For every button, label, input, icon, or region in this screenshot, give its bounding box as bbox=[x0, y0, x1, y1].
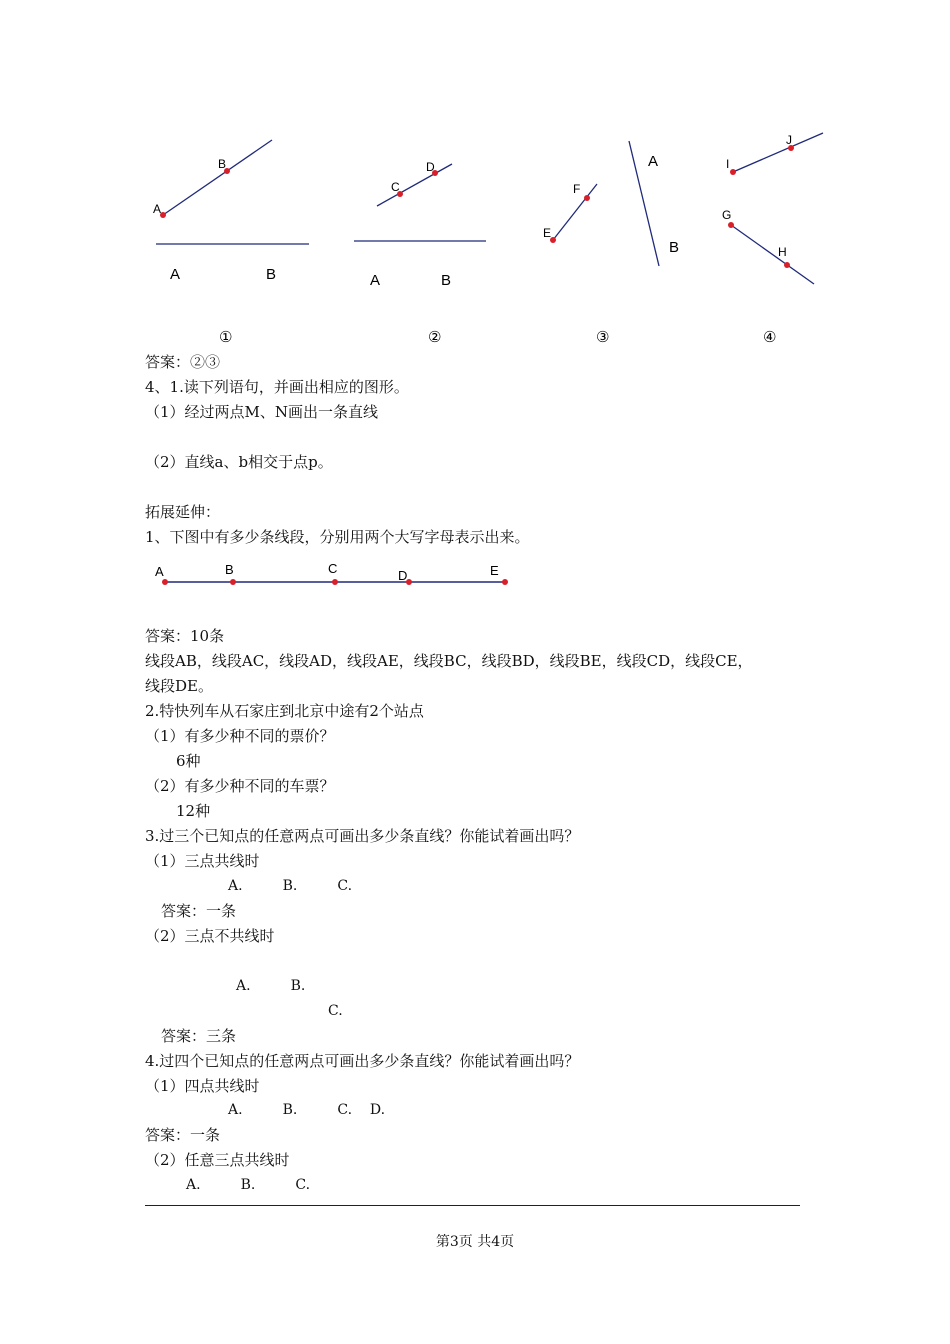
fig3-label-line-a: A bbox=[648, 153, 659, 170]
fig4-label-i: I bbox=[726, 157, 730, 171]
fig1-seg-right: B bbox=[266, 266, 277, 283]
ext3-part1-answer: 答案：一条 bbox=[161, 902, 237, 920]
ext2-part2-answer: 12种 bbox=[176, 802, 211, 820]
ext3-part2: （2）三点不共线时 bbox=[145, 927, 275, 945]
fig4-ray-ij bbox=[733, 133, 823, 172]
fig4-label-j: J bbox=[786, 133, 792, 147]
ext4-part1: （1）四点共线时 bbox=[145, 1077, 260, 1095]
ext4-part1-answer: 答案：一条 bbox=[145, 1126, 221, 1144]
fig1-seg-left: A bbox=[170, 266, 181, 283]
q4-part1: （1）经过两点M、N画出一条直线 bbox=[145, 403, 379, 421]
fig4-label-h: H bbox=[778, 245, 787, 259]
segment-point-b bbox=[230, 579, 236, 585]
fig1-label-a: A bbox=[153, 202, 162, 216]
segment-label-a: A bbox=[155, 564, 164, 579]
fig3-caption: ③ bbox=[596, 329, 610, 346]
fig4-point-i bbox=[730, 169, 736, 175]
fig1-caption: ① bbox=[219, 329, 233, 346]
ext3-part2-points-row2: C. bbox=[328, 1003, 343, 1019]
ext3-part2-points-row1: A. B. bbox=[236, 978, 306, 994]
ext4-part2-points: A. B. C. bbox=[186, 1177, 311, 1193]
segment-label-c: C bbox=[328, 561, 338, 576]
ext1-question: 1、下图中有多少条线段，分别用两个大写字母表示出来。 bbox=[145, 528, 530, 546]
ext3-part1: （1）三点共线时 bbox=[145, 852, 260, 870]
segment-point-a bbox=[162, 579, 168, 585]
fig2-label-c: C bbox=[391, 180, 400, 194]
ext4-part1-points: A. B. C. D. bbox=[228, 1102, 386, 1118]
segment-label-b: B bbox=[225, 562, 234, 577]
ext2-part1-answer: 6种 bbox=[176, 752, 201, 770]
top-figures bbox=[0, 0, 950, 360]
fig3-point-f bbox=[584, 195, 590, 201]
ext3-question: 3.过三个已知点的任意两点可画出多少条直线？你能试着画出吗？ bbox=[145, 827, 580, 845]
segment-figure bbox=[0, 560, 950, 600]
fig2-caption: ② bbox=[428, 329, 442, 346]
fig3-label-f: F bbox=[573, 182, 581, 196]
ext3-part1-points: A. B. C. bbox=[228, 878, 353, 894]
ext3-part2-answer: 答案：三条 bbox=[161, 1027, 237, 1045]
fig4-label-g: G bbox=[722, 208, 732, 222]
fig1-label-b: B bbox=[218, 157, 227, 171]
footer-rule bbox=[145, 1205, 800, 1206]
segment-label-e: E bbox=[490, 563, 499, 578]
fig2-seg-left: A bbox=[370, 272, 381, 289]
segment-point-c bbox=[332, 579, 338, 585]
fig4-point-g bbox=[728, 222, 734, 228]
ext1-answer: 答案：10条 bbox=[145, 627, 225, 645]
ext2-part2: （2）有多少种不同的车票？ bbox=[145, 777, 335, 795]
ext4-part2: （2）任意三点共线时 bbox=[145, 1151, 290, 1169]
q4-part2: （2）直线a、b相交于点p。 bbox=[145, 453, 333, 471]
q4-title: 4、1.读下列语句，并画出相应的图形。 bbox=[145, 378, 409, 396]
fig1-ray bbox=[163, 140, 272, 215]
fig2-line bbox=[377, 164, 452, 206]
fig3-label-line-b: B bbox=[669, 239, 680, 256]
fig3-label-e: E bbox=[543, 226, 552, 240]
fig2-label-d: D bbox=[426, 160, 435, 174]
page-footer: 第3页 共4页 bbox=[435, 1234, 515, 1250]
fig4-ray-gh bbox=[731, 225, 814, 284]
segment-point-e bbox=[502, 579, 508, 585]
segment-label-d: D bbox=[398, 568, 408, 583]
ext1-list-1: 线段AB，线段AC，线段AD，线段AE，线段BC，线段BD，线段BE，线段CD，线段CE， bbox=[145, 652, 753, 670]
ext2-question: 2.特快列车从石家庄到北京中途有2个站点 bbox=[145, 702, 424, 720]
ext1-list-2: 线段DE。 bbox=[145, 677, 213, 695]
ext4-question: 4.过四个已知点的任意两点可画出多少条直线？你能试着画出吗？ bbox=[145, 1052, 580, 1070]
extension-title: 拓展延伸： bbox=[145, 503, 221, 521]
fig2-seg-right: B bbox=[441, 272, 452, 289]
fig4-point-h bbox=[784, 262, 790, 268]
answer-1: 答案：②③ bbox=[145, 353, 221, 371]
fig4-caption: ④ bbox=[763, 329, 777, 346]
ext2-part1: （1）有多少种不同的票价？ bbox=[145, 727, 335, 745]
